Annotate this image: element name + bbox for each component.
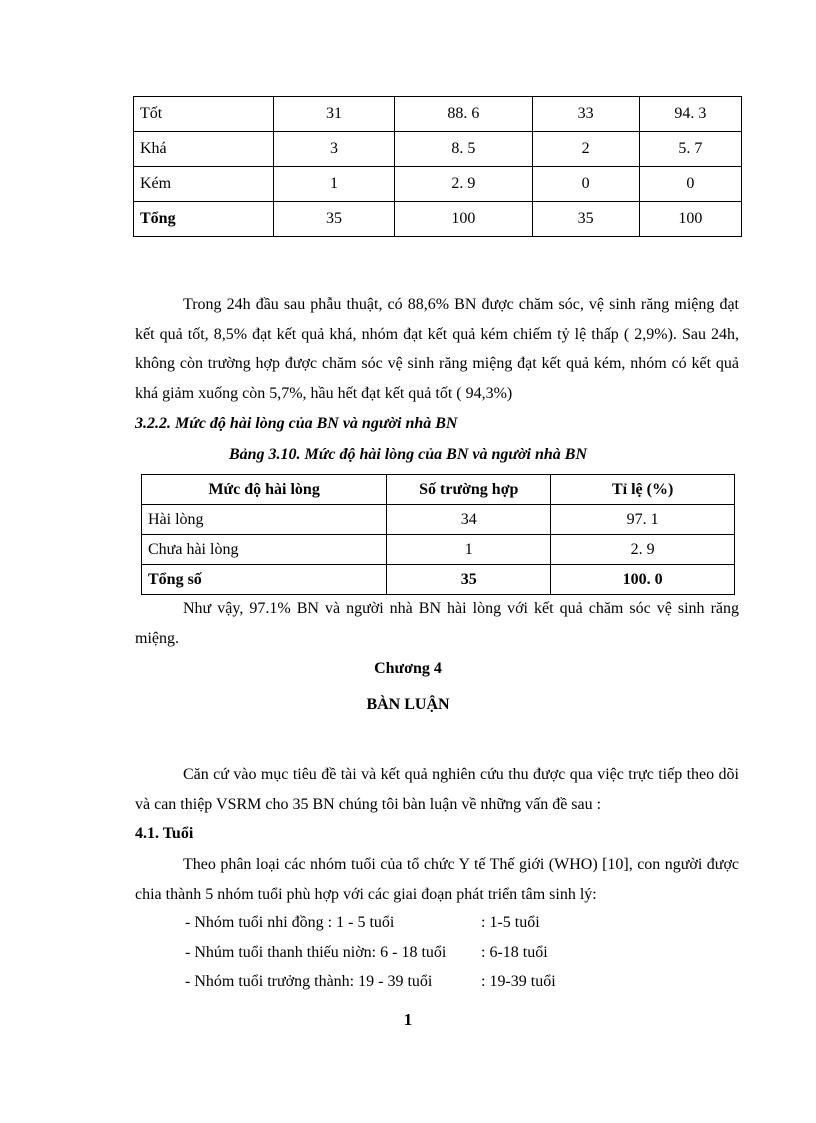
table-row-total <box>134 202 742 237</box>
cell: 8. 5 <box>395 132 532 167</box>
row-label: Hài lòng <box>142 505 387 535</box>
cell: 100 <box>639 202 741 237</box>
cell: 3 <box>273 132 395 167</box>
results-table <box>133 96 742 237</box>
cell: 94. 3 <box>639 97 741 132</box>
age-group-range: : 19-39 tuổi <box>481 973 556 990</box>
cell: 0 <box>639 167 741 202</box>
cell: 34 <box>387 505 551 535</box>
paragraph-who: Theo phân loại các nhóm tuổi của tổ chức Y tế Thế giới (WHO) [10], con người được chia thành 5 nhóm tuổi phù hợp với các giai đoạn phát triển tâm sinh lý: <box>135 856 739 903</box>
age-group-range: : 6-18 tuổi <box>481 944 548 961</box>
age-group-name: - Nhóm tuổi nhi đồng : 1 - 5 tuổi <box>185 914 395 931</box>
chapter-label: Chương 4 <box>374 660 442 677</box>
section-heading-3-2-2: 3.2.2. Mức độ hài lòng của BN và người nhà BN <box>135 415 458 432</box>
satisfaction-table <box>141 474 735 595</box>
table-row <box>134 97 742 132</box>
table-row <box>142 505 735 535</box>
cell: 1 <box>273 167 395 202</box>
cell: 1 <box>387 535 551 565</box>
cell: 100. 0 <box>551 565 735 595</box>
column-header: Mức độ hài lòng <box>142 475 387 505</box>
section-heading-4-1: 4.1. Tuổi <box>135 825 194 842</box>
table-row <box>142 535 735 565</box>
cell: 31 <box>273 97 395 132</box>
row-label: Chưa hài lòng <box>142 535 387 565</box>
table-header-row <box>142 475 735 505</box>
table-row <box>134 167 742 202</box>
cell: 5. 7 <box>639 132 741 167</box>
paragraph-results: Trong 24h đầu sau phẫu thuật, có 88,6% BN được chăm sóc, vệ sinh răng miệng đạt kết quả tốt, 8,5% đạt kết quả khá, nhóm đạt kết quả kém chiếm tỷ lệ thấp ( 2,9%). Sau 24h, không còn trường hợp được chăm sóc vệ sinh răng miệng đạt kết quả kém, nhóm có kết quả khá giảm xuống còn 5,7%, hầu hết đạt kết quả tốt ( 94,3%) <box>135 296 739 402</box>
row-label: Tổng số <box>142 565 387 595</box>
column-header: Tỉ lệ (%) <box>551 475 735 505</box>
row-label: Tổng <box>134 202 274 237</box>
cell: 2. 9 <box>395 167 532 202</box>
cell: 35 <box>532 202 639 237</box>
page-number: 1 <box>403 1010 413 1029</box>
paragraph-intro: Căn cứ vào mục tiêu đề tài và kết quả nghiên cứu thu được qua việc trực tiếp theo dõi và can thiệp VSRM cho 35 BN chúng tôi bàn luận về những vấn đề sau : <box>135 766 739 813</box>
paragraph-satisfaction: Như vậy, 97.1% BN và người nhà BN hài lòng với kết quả chăm sóc vệ sinh răng miệng. <box>135 600 739 647</box>
row-label: Kém <box>134 167 274 202</box>
cell: 33 <box>532 97 639 132</box>
row-label: Khá <box>134 132 274 167</box>
cell: 2 <box>532 132 639 167</box>
cell: 100 <box>395 202 532 237</box>
column-header: Số trường hợp <box>387 475 551 505</box>
table-row <box>134 132 742 167</box>
cell: 0 <box>532 167 639 202</box>
cell: 35 <box>273 202 395 237</box>
chapter-title: BÀN LUẬN <box>366 696 450 713</box>
cell: 88. 6 <box>395 97 532 132</box>
age-group-name: - Nhóm tuổi trưởng thành: 19 - 39 tuổi <box>185 973 433 990</box>
age-group-range: : 1-5 tuổi <box>481 914 540 931</box>
cell: 2. 9 <box>551 535 735 565</box>
age-group-name: - Nhúm tuổi thanh thiếu niờn: 6 - 18 tuổi <box>185 944 447 961</box>
table-caption: Bảng 3.10. Mức độ hài lòng của BN và người nhà BN <box>228 446 588 463</box>
table-row-total <box>142 565 735 595</box>
cell: 35 <box>387 565 551 595</box>
cell: 97. 1 <box>551 505 735 535</box>
row-label: Tốt <box>134 97 274 132</box>
